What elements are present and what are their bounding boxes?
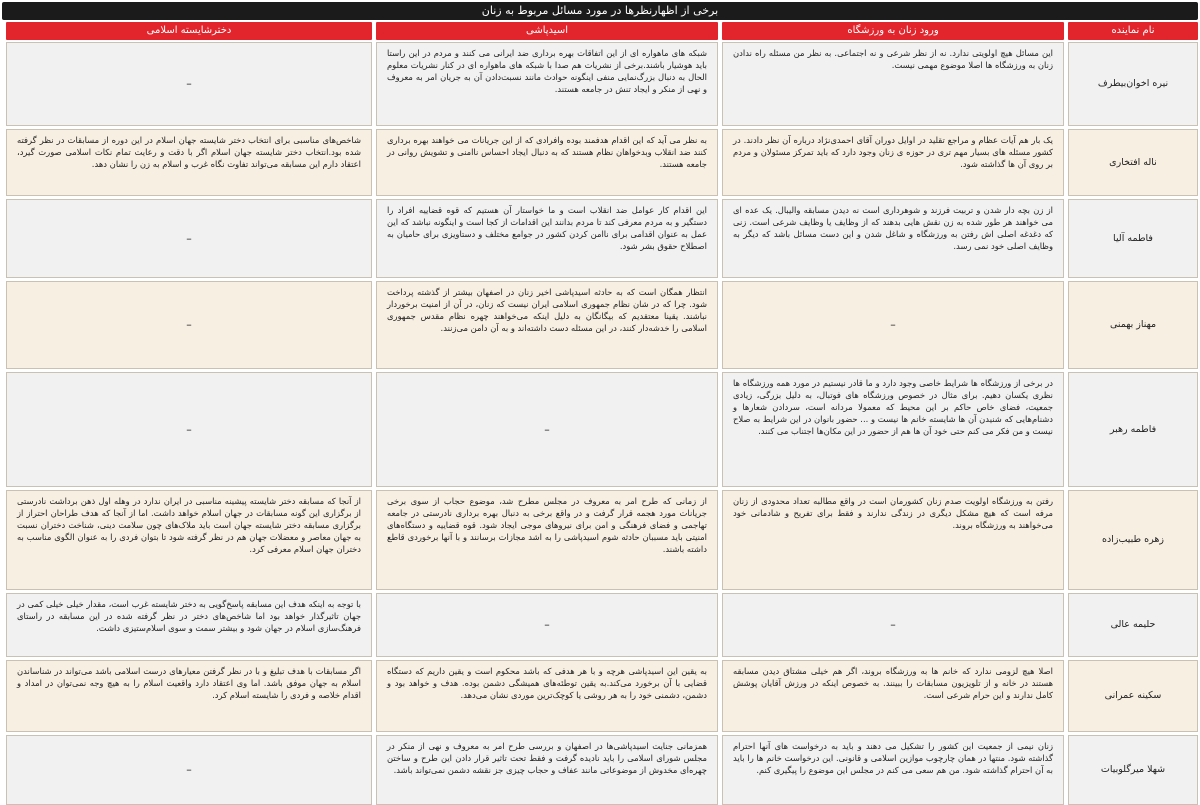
representative-name: ناله افتخاری (1068, 129, 1198, 196)
acid-opinion: از زمانی که طرح امر به معروف در مجلس مطرح شد، موضوع حجاب از سوی برخی جریانات مورد هجمه قرار گرفت و در واقع برخی به دنبال بهره برداری نادرستی در جامعه تهاجمی و فضای فرهنگی و امن برای نیروهای موجی ایجاد شود. قوه قضاییه و دستگاه‌های امنیتی باید مسببان حادثه شوم اسیدپاشی را به اشد مجازات برسانند و با آنها برخوردی قاطع داشته باشند. (376, 490, 718, 590)
document (2, 2, 1198, 805)
acid-opinion: به یقین این اسیدپاشی هرچه و با هر هدفی که باشد محکوم است و یقین داریم که دستگاه قضایی با آن برخورد می‌کند.به یقین توطئه‌های همیشگی دشمن بوده. هدف و خواهد بود و دشمن، دشمنی خود را به هر روشی یا کوچک‌ترین موردی نشان می‌دهد. (376, 660, 718, 732)
pageant-opinion: از آنجا که مسابقه دختر شایسته پیشینه مناسبی در ایران ندارد در وهله اول ذهن برداشت نادرستی از برگزاری این گونه مسابقات در جهان اسلام خواهد داشت. اما از آنجا که هدف طراحان احتراز از برگزاری مسابقه دختر شایسته جهان است باید ملاک‌های چون سلامت دینی، شناخت دختران نسبت به جهان معاصر و معضلات جهان هم در نظر گرفته شود تا بتوان فردی را به عنوان الگوی مناسب به دختران جهان اسلام معرفی کرد. (6, 490, 372, 590)
representative-name: مهناز بهمنی (1068, 281, 1198, 369)
table-row (2, 281, 1198, 369)
stadium-opinion: – (722, 281, 1064, 369)
stadium-opinion: زنان نیمی از جمعیت این کشور را تشکیل می دهند و باید به درخواست های آنها احترام گذاشته شود. منتها در همان چارچوب موازین اسلامی و قانونی. این درخواست خانم ها را باید به آن احترام گذاشته شود. من هم سعی می کنم در مجلس این موضوع را پیگیری کنم. (722, 735, 1064, 805)
table-row (2, 199, 1198, 278)
representative-name: حلیمه عالی (1068, 593, 1198, 657)
acid-opinion: این اقدام کار عوامل ضد انقلاب است و ما خواستار آن هستیم که قوه قضاییه افراد را دستگیر و به مردم معرفی کند تا مردم بدانند این اقدامات از کجا است و اینگونه نباشد که این عمل به عنوان اقدامی برای ناامن کردن کشور در جوامع مختلف و دستاویزی برای حامیان به اصطلاح حقوق بشر شود. (376, 199, 718, 278)
table-row (2, 129, 1198, 196)
stadium-opinion: یک بار هم آیات عظام و مراجع تقلید در اوایل دوران آقای احمدی‌نژاد درباره آن نظر دادند. در کشور مسئله های بسیار مهم تری در حوزه ی زنان وجود دارد که باید تمرکز مسئولان و مردم بر روی آن ها گذاشته شود. (722, 129, 1064, 196)
acid-opinion: – (376, 593, 718, 657)
representative-name: زهره طبیب‌زاده (1068, 490, 1198, 590)
table-row (2, 660, 1198, 732)
table-title: برخی از اظهارنظرها در مورد مسائل مربوط به زنان (2, 2, 1198, 20)
table-body (2, 42, 1198, 805)
pageant-opinion: – (6, 281, 372, 369)
stadium-opinion: در برخی از ورزشگاه ها شرایط خاصی وجود دارد و ما قادر نیستیم در مورد همه ورزشگاه ها نظری یکسان دهیم. برای مثال در خصوص ورزشگاه های فوتبال، به دلیل بزرگی، زیادی جمعیت، فضای خاص حاکم بر این محیط که معمولا مردانه است، سردادن شعارها و دشنام‌هایی که شنیدن آن ها شایسته خانم ها نیست و ... حضور بانوان در این شرایط به صلاح نیست و من فکر می کنم حتی خود آن ها هم از حضور در این مکان‌ها اجتناب می کنند. (722, 372, 1064, 487)
header-sport: ورود زنان به ورزشگاه (722, 22, 1064, 40)
stadium-opinion: اصلا هیچ لزومی ندارد که خانم ها به ورزشگاه بروند، اگر هم خیلی مشتاق دیدن مسابقه هستند در خانه و از تلویزیون مسابقات را ببینند. به خصوص اینکه در ورزش آقایان پوشش کامل ندارند و این حرام شرعی است. (722, 660, 1064, 732)
stadium-opinion: از زن بچه دار شدن و تربیت فرزند و شوهرداری است نه دیدن مسابقه والیبال. یک عده ای می خواهند هر طور شده به زن نقش هایی بدهند که از وظایف یا وظایف شرعی است. زنی که دغدغه اصلی اش رفتن به ورزشگاه و شاغل شدن و این دست مسائل باشد که دیگر به وظایف اصلی خود نمی رسد. (722, 199, 1064, 278)
pageant-opinion: – (6, 199, 372, 278)
acid-opinion: – (376, 372, 718, 487)
pageant-opinion: – (6, 735, 372, 805)
table-row (2, 42, 1198, 126)
table-row (2, 490, 1198, 590)
stadium-opinion: رفتن به ورزشگاه اولویت صدم زنان کشورمان است در واقع مطالبه تعداد محدودی از زنان مرفه است که هیچ مشکل دیگری در زندگی ندارند و فقط برای تفریح و شادمانی خود می‌خواهند به ورزشگاه بروند. (722, 490, 1064, 590)
pageant-opinion: – (6, 372, 372, 487)
table-row (2, 593, 1198, 657)
pageant-opinion: اگر مسابقات با هدف تبلیغ و با در نظر گرفتن معیارهای درست اسلامی باشد می‌تواند در شناساندن اسلام به جهان موفق باشد. اما وی اعتقاد دارد واقعیت اسلام را به هیچ وجه نمی‌توان در امداد و اقدام خلاصه و فردی را شایسته اسلام کرد. (6, 660, 372, 732)
table-row (2, 372, 1198, 487)
pageant-opinion: – (6, 42, 372, 126)
header-acid: اسیدپاشی (376, 22, 718, 40)
acid-opinion: به نظر می آید که این اقدام هدفمند بوده وافرادی که از این جریانات می خواهند بهره برداری کنند ضد انقلاب وبدخواهان نظام هستند که به دنبال ایجاد احساس ناامنی و تشویش روانی در جامعه هستند. (376, 129, 718, 196)
acid-opinion: همزمانی جنایت اسیدپاشی‌ها در اصفهان و بررسی طرح امر به معروف و نهی از منکر در مجلس شورای اسلامی را باید نادیده گرفت و فقط تحت تاثیر قرار دادن این طرح و ساختن چهره‌ای مخدوش از موضوعاتی مانند عفاف و حجاب چیزی جز نقشه دشمن نمی‌تواند باشد. (376, 735, 718, 805)
stadium-opinion: این مسائل هیچ اولویتی ندارد. نه از نظر شرعی و نه اجتماعی. به نظر من مسئله راه ندادن زنان به ورزشگاه ها اصلا موضوع مهمی نیست. (722, 42, 1064, 126)
header-name: نام نماینده (1068, 22, 1198, 40)
representative-name: فاطمه آلیا (1068, 199, 1198, 278)
table-row (2, 735, 1198, 805)
acid-opinion: شبکه های ماهواره ای از این اتفاقات بهره برداری ضد ایرانی می کنند و مردم در این راستا باید هوشیار باشند.برخی از نشریات هم صدا با شبکه های ماهواره ای در کنار نشریات معلوم الحال به دنبال بزرگ‌نمایی منفی اینگونه حوادث مانند نسبت‌دادن آن به جریان امر به معروف و نهی از منکر و ایجاد تنش در جامعه هستند. (376, 42, 718, 126)
table-header-row (2, 22, 1198, 40)
representative-name: سکینه عمرانی (1068, 660, 1198, 732)
acid-opinion: انتظار همگان است که به حادثه اسیدپاشی اخیر زنان در اصفهان بیشتر از گذشته پرداخت شود. چرا که در شان نظام جمهوری اسلامی ایران نیست که زنان، در آن از امنیت برخوردار نباشند. یقینا معتقدیم که بیگانگان به دلیل اینکه می‌خواهند چهره نظام مقدس جمهوری اسلامی را خدشه‌دار کنند، در این مسئله دست داشته‌اند و به آن دامن می‌زنند. (376, 281, 718, 369)
pageant-opinion: شاخص‌های مناسبی برای انتخاب دختر شایسته جهان اسلام در این دوره از مسابقات در نظر گرفته شده بود.انتخاب دختر شایسته جهان اسلام اگر با دقت و رعایت تمام نکات اسلامی صورت گیرد، اعتقاد دارم این مسابقه می‌تواند تفاوت نگاه غرب و اسلام به زن را نشان دهد. (6, 129, 372, 196)
stadium-opinion: – (722, 593, 1064, 657)
representative-name: شهلا میرگلوبیات (1068, 735, 1198, 805)
representative-name: فاطمه رهبر (1068, 372, 1198, 487)
representative-name: نیره اخوان‌بیطرف (1068, 42, 1198, 126)
pageant-opinion: با توجه به اینکه هدف این مسابقه پاسخ‌گویی به دختر شایسته غرب است، مقدار خیلی خیلی کمی در جهان تاثیرگذار خواهد بود اما شاخص‌های دختر در نظر گرفته شده در این مسابقه در راستای فرهنگ‌سازی اسلام در جهان شود و بیشتر سمت و سوی اسلام‌ستیزی داشت. (6, 593, 372, 657)
header-girl: دخترشایسته اسلامی (6, 22, 372, 40)
